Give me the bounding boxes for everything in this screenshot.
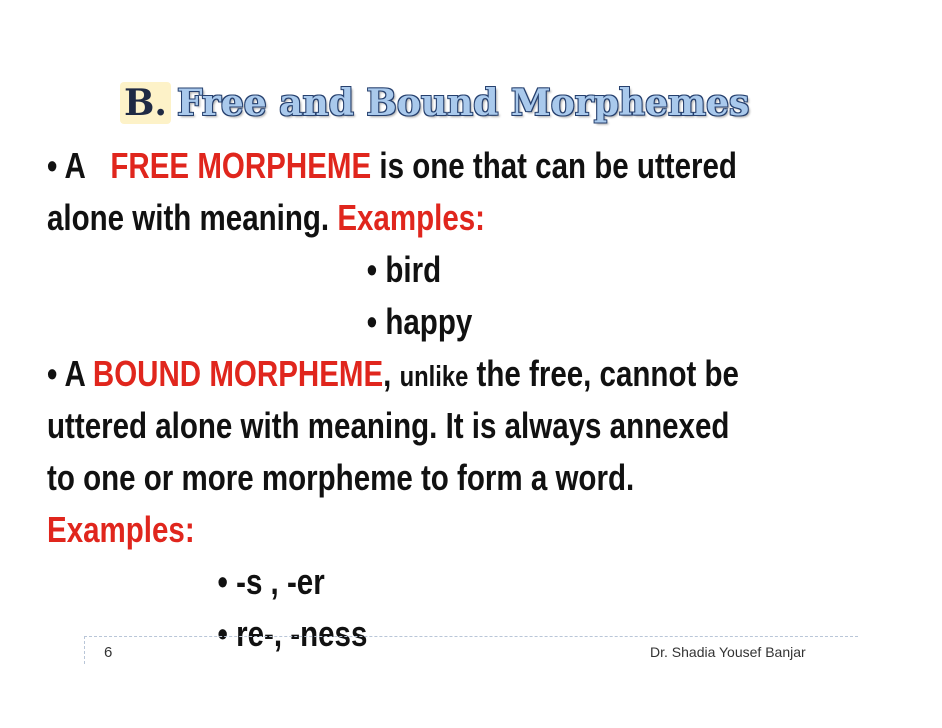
free-example-text: happy bbox=[385, 301, 473, 342]
bound-article: A bbox=[64, 353, 93, 394]
title-section-letter: B. bbox=[120, 82, 171, 124]
slide-title bbox=[120, 80, 749, 126]
free-article: A bbox=[64, 145, 86, 186]
bound-definition-part-3: to one or more morpheme to form a word. bbox=[47, 457, 635, 498]
bound-examples-line bbox=[47, 504, 760, 556]
footer-divider-tick bbox=[84, 636, 86, 664]
bound-definition-part-2: uttered alone with meaning. It is always annexed bbox=[47, 405, 730, 446]
bound-examples-label: Examples: bbox=[47, 509, 195, 550]
bound-comma: , bbox=[383, 353, 400, 394]
bullet-icon: • bbox=[47, 145, 58, 186]
free-morpheme-line-1 bbox=[47, 140, 760, 192]
free-morpheme-line-2 bbox=[47, 192, 760, 244]
bound-unlike: unlike bbox=[399, 361, 469, 393]
bullet-icon: • bbox=[217, 561, 228, 602]
free-example-item bbox=[47, 296, 760, 348]
bullet-icon: • bbox=[366, 301, 378, 342]
slide-body bbox=[47, 140, 760, 660]
bound-morpheme-term: BOUND MORPHEME bbox=[92, 353, 384, 394]
bound-morpheme-line-3 bbox=[47, 452, 760, 504]
free-example-item bbox=[47, 244, 760, 296]
bound-example-item bbox=[47, 556, 760, 608]
title-text: Free and Bound Morphemes bbox=[176, 82, 750, 124]
free-definition-part-1: is one that can be uttered bbox=[371, 145, 737, 186]
free-example-text: bird bbox=[385, 249, 442, 290]
bullet-icon: • bbox=[217, 613, 228, 654]
free-morpheme-term: FREE MORPHEME bbox=[110, 145, 372, 186]
bound-example-text: re-, -ness bbox=[236, 613, 368, 654]
footer-divider bbox=[84, 636, 858, 637]
free-examples-label: Examples: bbox=[337, 197, 485, 238]
bound-morpheme-line-2 bbox=[47, 400, 760, 452]
bullet-icon: • bbox=[366, 249, 378, 290]
bullet-icon: • bbox=[47, 353, 58, 394]
free-definition-part-2: alone with meaning. bbox=[47, 197, 338, 238]
bound-morpheme-line-1 bbox=[47, 348, 760, 400]
author-name: Dr. Shadia Yousef Banjar bbox=[650, 644, 806, 660]
bound-definition-part-1: the free, cannot be bbox=[468, 353, 739, 394]
slide-number: 6 bbox=[104, 644, 113, 661]
bound-example-text: -s , -er bbox=[236, 561, 325, 602]
